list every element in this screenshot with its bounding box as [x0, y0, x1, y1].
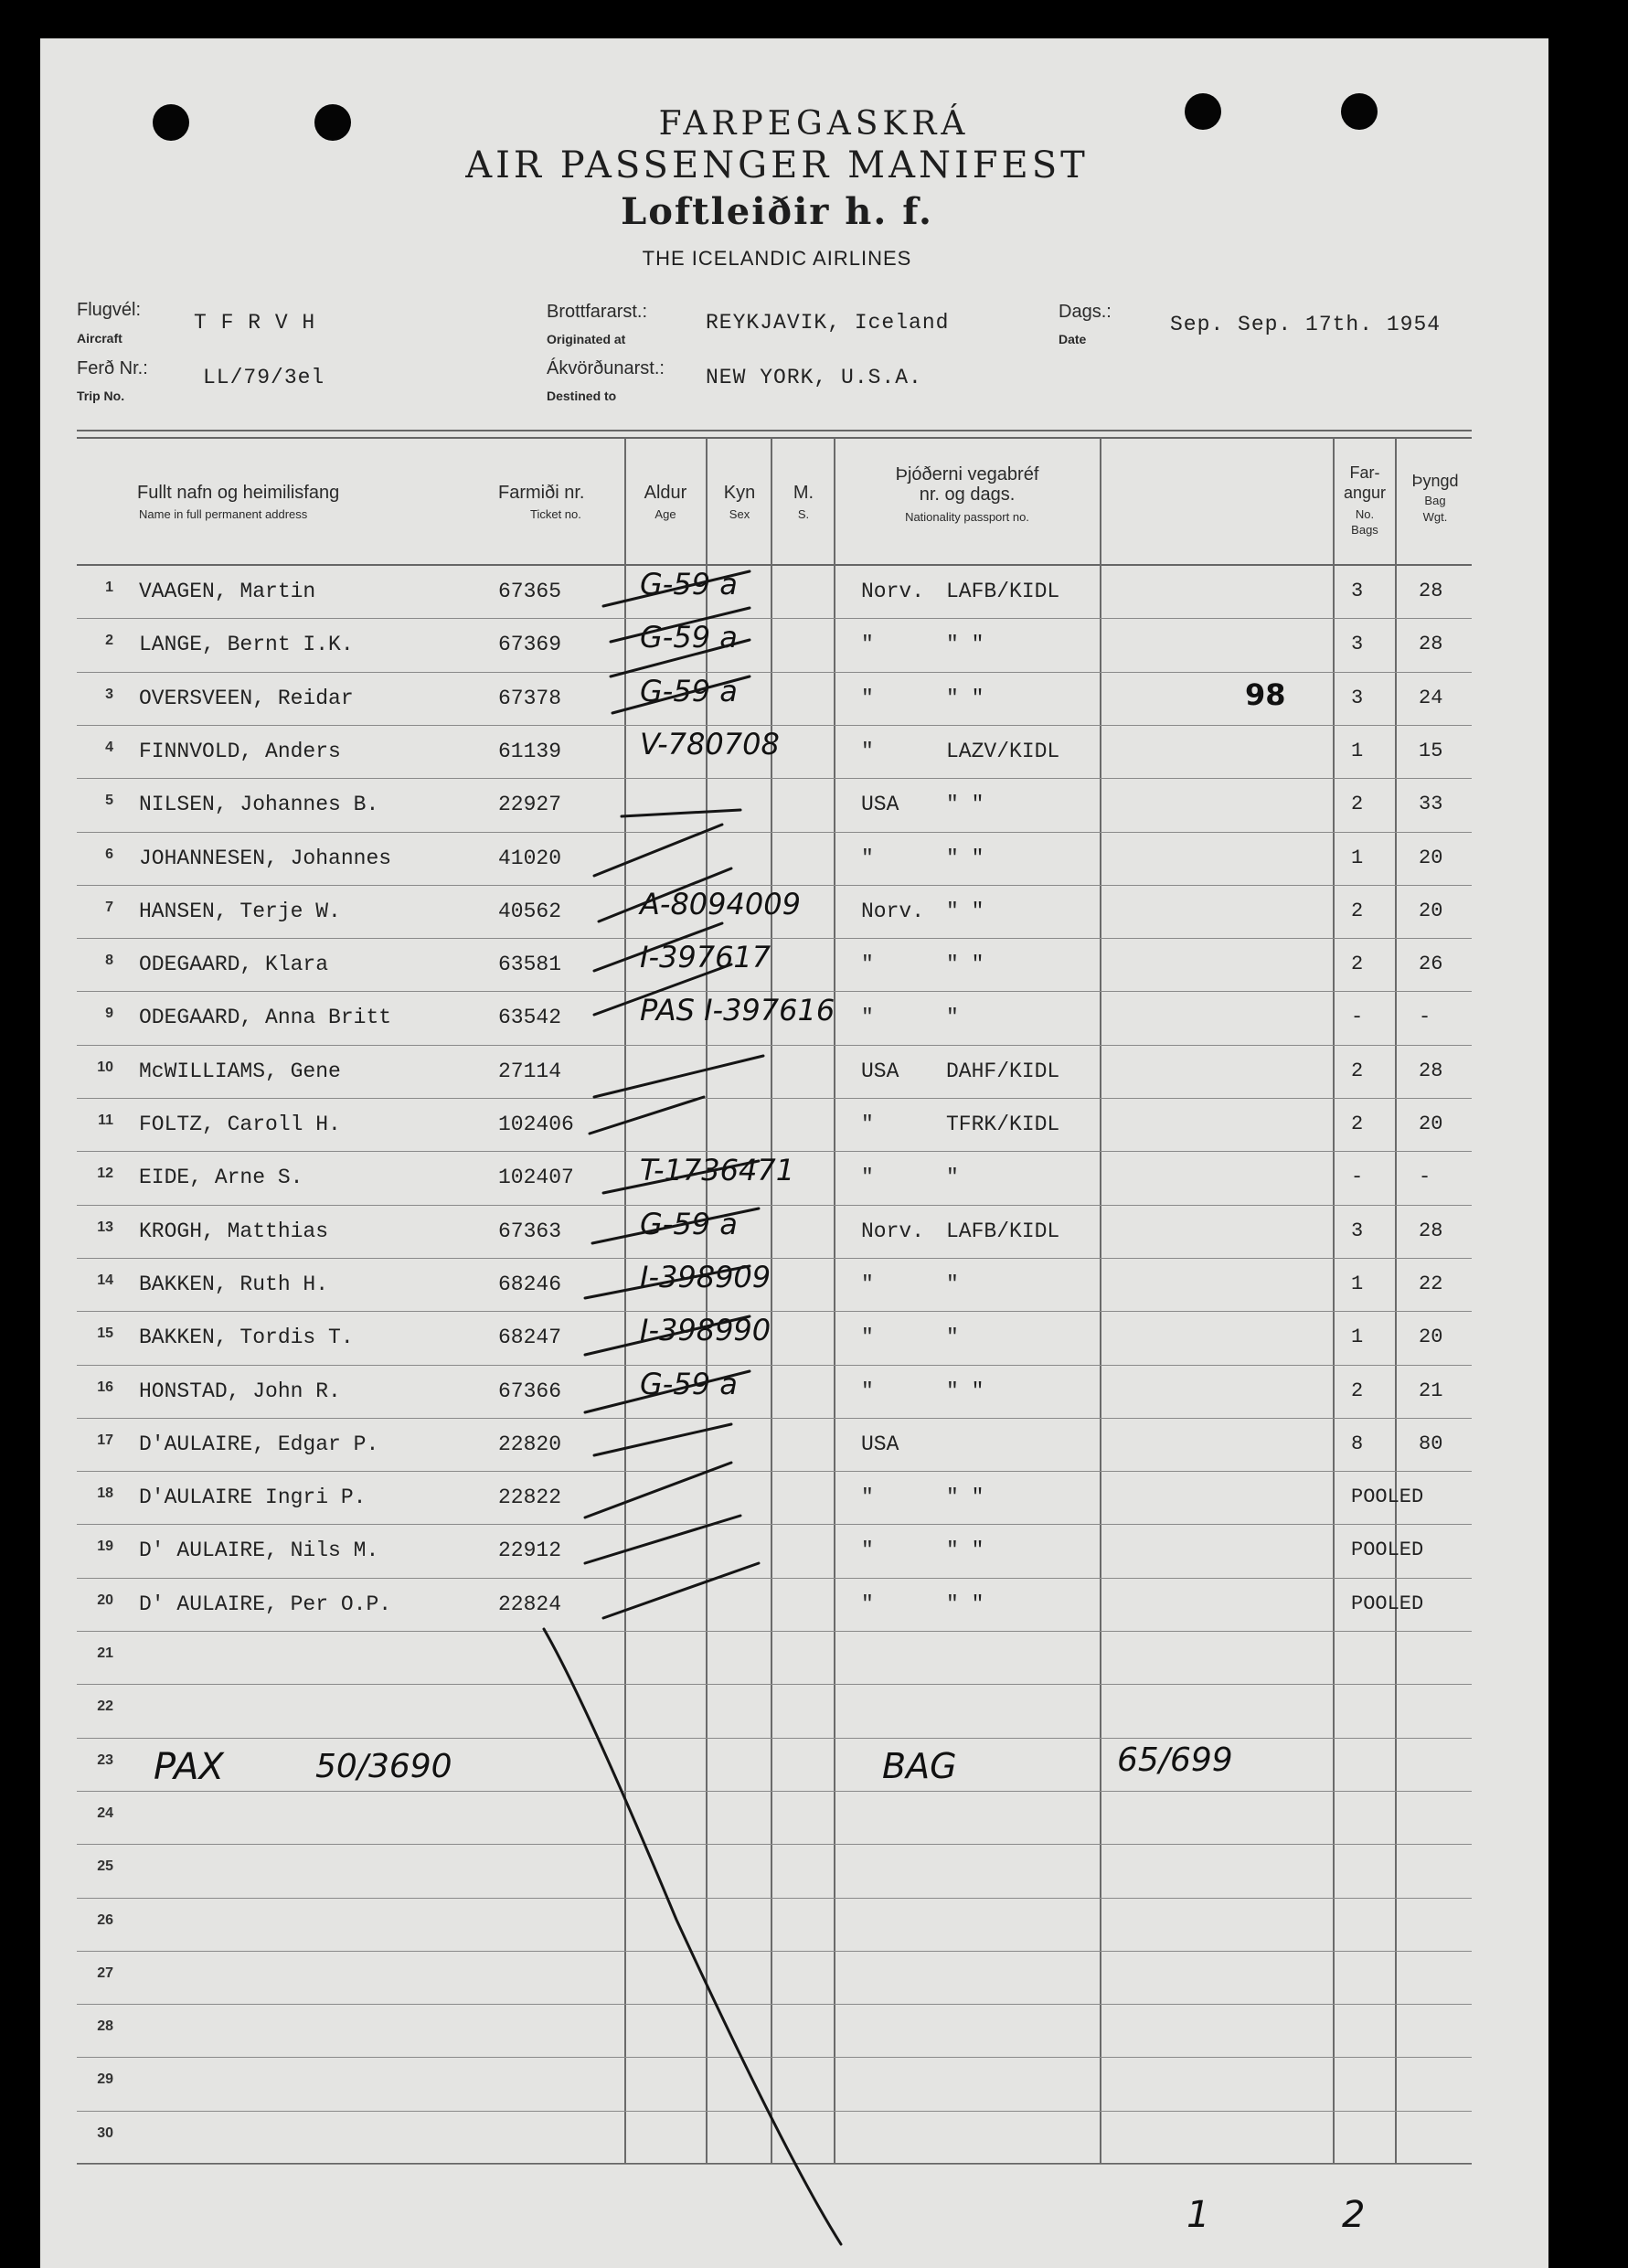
nationality: "	[861, 846, 874, 870]
row-rule	[77, 672, 1472, 673]
col-bags-header: Far-	[1349, 463, 1380, 482]
row-rule	[77, 938, 1472, 939]
passenger-name: NILSEN, Johannes B.	[139, 793, 379, 817]
header-bottom-rule	[77, 564, 1472, 566]
passport-info: " "	[946, 899, 984, 923]
col-nationality-subheader: Nationality passport no.	[905, 510, 1029, 524]
bag-weight: 26	[1419, 953, 1443, 976]
row-rule	[77, 2164, 1472, 2165]
row-number: 7	[105, 899, 113, 915]
bag-count: 1	[1351, 739, 1364, 762]
trip-label: Ferð Nr.:	[77, 358, 148, 378]
bag-count: POOLED	[1351, 1592, 1424, 1615]
row-number: 30	[97, 2124, 113, 2141]
ticket-number: 67378	[498, 686, 562, 710]
row-number: 13	[97, 1219, 113, 1235]
row-number: 29	[97, 2071, 113, 2088]
bag-weight: 28	[1419, 580, 1443, 602]
bag-weight: 24	[1419, 686, 1443, 709]
bag-count: -	[1351, 1166, 1364, 1189]
ticket-number: 63581	[498, 953, 562, 977]
row-rule	[77, 1098, 1472, 1099]
passport-info: " "	[946, 1485, 984, 1510]
row-rule	[77, 1418, 1472, 1419]
passport-handwritten: T-1736471	[640, 1153, 795, 1188]
row-number: 20	[97, 1592, 113, 1608]
row-rule	[77, 1258, 1472, 1259]
row-number: 9	[105, 1006, 113, 1022]
table-top-rule	[77, 430, 1472, 431]
nationality: "	[861, 686, 874, 710]
col-age-subheader: Age	[654, 507, 676, 521]
passenger-name: FOLTZ, Caroll H.	[139, 1113, 341, 1136]
row-rule	[77, 1365, 1472, 1366]
passenger-name: McWILLIAMS, Gene	[139, 1059, 341, 1083]
passenger-name: D' AULAIRE, Per O.P.	[139, 1592, 392, 1616]
bag-count: 2	[1351, 953, 1364, 976]
row-rule	[77, 1951, 1472, 1952]
nationality: USA	[861, 1432, 899, 1456]
passenger-name: JOHANNESEN, Johannes	[139, 846, 392, 870]
passenger-name: OVERSVEEN, Reidar	[139, 686, 354, 710]
passport-info: " "	[946, 953, 984, 977]
passport-handwritten: G-59 a	[640, 673, 738, 708]
bag-weight: 15	[1419, 739, 1443, 762]
bag-weight: 20	[1419, 899, 1443, 922]
bag-count: 3	[1351, 633, 1364, 656]
margin-note: 98	[1245, 676, 1286, 712]
bag-weight: -	[1419, 1166, 1431, 1189]
row-number: 28	[97, 2018, 113, 2035]
destination-sublabel: Destined to	[547, 389, 617, 403]
ticket-number: 67369	[498, 633, 562, 657]
ticket-number: 22912	[498, 1539, 562, 1563]
bag-weight: -	[1419, 1006, 1431, 1029]
passenger-name: HANSEN, Terje W.	[139, 899, 341, 923]
title-english: AIR PASSENGER MANIFEST	[465, 144, 1089, 186]
row-number: 25	[97, 1858, 113, 1875]
aircraft-label: Flugvél:	[77, 300, 142, 320]
ticket-number: 61139	[498, 739, 562, 763]
column-divider	[1395, 437, 1397, 2163]
company-name: Loftleiðir h. f.	[621, 190, 933, 233]
nationality: "	[861, 1485, 874, 1510]
row-number: 15	[97, 1326, 113, 1342]
nationality: Norv.	[861, 899, 925, 923]
row-number: 27	[97, 1965, 113, 1981]
row-rule	[77, 885, 1472, 886]
bag-count: 3	[1351, 1219, 1364, 1242]
passenger-name: HONSTAD, John R.	[139, 1379, 341, 1403]
row-rule	[77, 1311, 1472, 1312]
ticket-number: 22820	[498, 1432, 562, 1456]
row-number: 17	[97, 1432, 113, 1448]
nationality: Norv.	[861, 580, 925, 603]
ticket-number: 22927	[498, 793, 562, 817]
bag-weight: 20	[1419, 846, 1443, 869]
bag-count: 3	[1351, 686, 1364, 709]
passenger-name: LANGE, Bernt I.K.	[139, 633, 354, 657]
bag-count: -	[1351, 1006, 1364, 1029]
bag-count: 3	[1351, 580, 1364, 602]
origin-value: REYKJAVIK, Iceland	[706, 311, 950, 335]
row-number: 3	[105, 686, 113, 702]
row-rule	[77, 2057, 1472, 2058]
col-bags-header-2: angur	[1343, 484, 1387, 502]
nationality: "	[861, 633, 874, 657]
passport-info: " "	[946, 1592, 984, 1616]
passport-handwritten: G-59 a	[640, 620, 738, 655]
row-rule	[77, 2111, 1472, 2112]
bag-count: 2	[1351, 793, 1364, 816]
bag-count: 2	[1351, 1059, 1364, 1082]
col-weight-subheader: Bag	[1424, 494, 1446, 507]
column-divider	[1333, 437, 1335, 2163]
passenger-name: ODEGAARD, Anna Britt	[139, 1006, 392, 1030]
aircraft-value: T F R V H	[194, 311, 316, 335]
ticket-number: 41020	[498, 846, 562, 870]
row-number: 12	[97, 1166, 113, 1182]
row-number: 26	[97, 1911, 113, 1928]
row-number: 8	[105, 953, 113, 969]
row-number: 18	[97, 1485, 113, 1502]
column-divider	[624, 437, 626, 2163]
nationality: "	[861, 1166, 874, 1190]
passenger-name: D'AULAIRE Ingri P.	[139, 1485, 367, 1510]
passport-handwritten: PAS I-397616	[640, 993, 835, 1028]
row-number: 16	[97, 1379, 113, 1395]
row-rule	[77, 1471, 1472, 1472]
col-ticket-header: Farmiði nr.	[498, 483, 585, 503]
destination-value: NEW YORK, U.S.A.	[706, 366, 922, 389]
passenger-name: D'AULAIRE, Edgar P.	[139, 1432, 379, 1456]
passport-info: " "	[946, 1539, 984, 1563]
bag-weight: 28	[1419, 1219, 1443, 1242]
row-rule	[77, 1844, 1472, 1845]
passport-info: LAFB/KIDL	[946, 1219, 1060, 1243]
row-number: 23	[97, 1752, 113, 1768]
row-rule	[77, 1684, 1472, 1685]
passport-info: LAFB/KIDL	[946, 580, 1060, 603]
passport-info: " "	[946, 846, 984, 870]
col-age-header: Aldur	[644, 483, 687, 503]
col-name-subheader: Name in full permanent address	[139, 507, 308, 521]
title-icelandic: FARPEGASKRÁ	[658, 105, 970, 143]
col-ms-header: M.	[793, 483, 814, 503]
passport-info: "	[946, 1326, 959, 1350]
row-rule	[77, 1631, 1472, 1632]
row-number: 4	[105, 739, 113, 755]
passport-handwritten: G-59 a	[640, 1206, 738, 1241]
ticket-number: 40562	[498, 899, 562, 923]
col-bags-subheader-2: Bags	[1351, 523, 1378, 537]
date-sublabel: Date	[1059, 332, 1087, 346]
row-rule	[77, 1205, 1472, 1206]
passport-info: " "	[946, 1379, 984, 1403]
col-ticket-subheader: Ticket no.	[530, 507, 581, 521]
ticket-number: 67363	[498, 1219, 562, 1243]
column-divider	[1100, 437, 1101, 2163]
nationality: "	[861, 1379, 874, 1403]
nationality: "	[861, 1592, 874, 1616]
origin-label: Brottfararst.:	[547, 302, 648, 322]
passport-info: "	[946, 1272, 959, 1296]
bag-count: 1	[1351, 1272, 1364, 1295]
ticket-number: 102406	[498, 1113, 574, 1136]
nationality: "	[861, 953, 874, 977]
passport-handwritten: G-59 a	[640, 567, 738, 602]
row-number: 21	[97, 1645, 113, 1661]
bag-count-note: 65/699	[1117, 1741, 1233, 1779]
bag-weight: 20	[1419, 1326, 1443, 1349]
nationality: Norv.	[861, 1219, 925, 1243]
passport-info: DAHF/KIDL	[946, 1059, 1060, 1083]
row-number: 24	[97, 1805, 113, 1821]
row-number: 22	[97, 1698, 113, 1715]
bag-weight: 22	[1419, 1272, 1443, 1295]
bag-count: POOLED	[1351, 1539, 1424, 1562]
row-rule	[77, 618, 1472, 619]
passport-handwritten: A-8094009	[640, 886, 801, 921]
row-number: 10	[97, 1059, 113, 1075]
bag-weight: 20	[1419, 1113, 1443, 1135]
nationality: "	[861, 1113, 874, 1136]
passport-info: " "	[946, 686, 984, 710]
company-subtitle: THE ICELANDIC AIRLINES	[642, 247, 912, 270]
row-rule	[77, 1578, 1472, 1579]
bag-count: 1	[1351, 846, 1364, 869]
bag-count: 2	[1351, 1113, 1364, 1135]
passenger-name: D' AULAIRE, Nils M.	[139, 1539, 379, 1563]
bag-weight: 28	[1419, 633, 1443, 656]
bag-count: POOLED	[1351, 1485, 1424, 1509]
passport-info: TFRK/KIDL	[946, 1113, 1060, 1136]
ticket-number: 22824	[498, 1592, 562, 1616]
nationality: "	[861, 1006, 874, 1030]
bag-count: 8	[1351, 1432, 1364, 1455]
passenger-name: BAKKEN, Ruth H.	[139, 1272, 329, 1296]
row-number: 11	[98, 1113, 113, 1128]
row-number: 1	[105, 580, 113, 595]
passenger-name: FINNVOLD, Anders	[139, 739, 341, 763]
row-rule	[77, 1045, 1472, 1046]
ticket-number: 63542	[498, 1006, 562, 1030]
bag-count: 1	[1351, 1326, 1364, 1349]
bag-note: BAG	[882, 1746, 957, 1786]
row-rule	[77, 1898, 1472, 1899]
bag-weight: 21	[1419, 1379, 1443, 1402]
passport-handwritten: I-397617	[640, 940, 771, 975]
row-number: 2	[105, 633, 113, 649]
nationality: "	[861, 1326, 874, 1350]
row-number: 19	[97, 1539, 113, 1555]
passport-handwritten: G-59 a	[640, 1366, 738, 1401]
row-rule	[77, 1738, 1472, 1739]
nationality: USA	[861, 1059, 899, 1083]
row-number: 5	[105, 793, 113, 809]
bag-count: 2	[1351, 899, 1364, 922]
col-sex-subheader: Sex	[729, 507, 750, 521]
passport-handwritten: I-398909	[640, 1259, 771, 1294]
bag-count: 2	[1351, 1379, 1364, 1402]
ticket-number: 22822	[498, 1485, 562, 1510]
origin-sublabel: Originated at	[547, 332, 626, 346]
column-divider	[834, 437, 835, 2163]
passport-handwritten: V-780708	[640, 726, 780, 761]
row-rule	[77, 2004, 1472, 2005]
column-divider	[771, 437, 772, 2163]
col-ms-subheader: S.	[797, 507, 810, 521]
row-number: 14	[97, 1272, 113, 1288]
row-rule	[77, 778, 1472, 779]
passenger-name: ODEGAARD, Klara	[139, 953, 329, 977]
ticket-number: 102407	[498, 1166, 574, 1190]
passenger-name: EIDE, Arne S.	[139, 1166, 303, 1190]
bag-weight: 28	[1419, 1059, 1443, 1082]
passport-info: " "	[946, 633, 984, 657]
row-rule	[77, 1151, 1472, 1152]
col-nationality-header-2: nr. og dags.	[919, 484, 1016, 505]
nationality: USA	[861, 793, 899, 817]
nationality: "	[861, 1272, 874, 1296]
passport-handwritten: I-398990	[640, 1313, 771, 1348]
date-label: Dags.:	[1059, 302, 1112, 322]
aircraft-sublabel: Aircraft	[77, 331, 122, 346]
row-rule	[77, 1791, 1472, 1792]
ticket-number: 67366	[498, 1379, 562, 1403]
ticket-number: 67365	[498, 580, 562, 603]
trip-sublabel: Trip No.	[77, 389, 125, 403]
ticket-number: 68246	[498, 1272, 562, 1296]
trip-value: LL/79/3el	[203, 366, 325, 389]
passport-info: " "	[946, 793, 984, 817]
col-name-header: Fullt nafn og heimilisfang	[137, 483, 340, 503]
col-bags-subheader: No.	[1355, 507, 1375, 521]
col-sex-header: Kyn	[723, 483, 756, 503]
col-nationality-header: Þjóðerni vegabréf	[895, 464, 1039, 484]
pax-count-note: 50/3690	[315, 1748, 452, 1785]
passenger-name: VAAGEN, Martin	[139, 580, 316, 603]
passenger-name: KROGH, Matthias	[139, 1219, 329, 1243]
table-top-rule	[77, 437, 1472, 439]
passenger-name: BAKKEN, Tordis T.	[139, 1326, 354, 1350]
pax-note: PAX	[154, 1746, 224, 1788]
bag-weight: 33	[1419, 793, 1443, 816]
row-rule	[77, 725, 1472, 726]
row-number: 6	[105, 846, 113, 862]
col-weight-subheader-2: Wgt.	[1422, 510, 1448, 524]
passport-info: LAZV/KIDL	[946, 739, 1060, 763]
page-mark: 2	[1342, 2194, 1366, 2236]
row-rule	[77, 991, 1472, 992]
page-mark: 1	[1186, 2194, 1210, 2236]
row-rule	[77, 1524, 1472, 1525]
date-value: Sep. Sep. 17th. 1954	[1170, 313, 1442, 336]
destination-label: Ákvörðunarst.:	[547, 358, 665, 378]
row-rule	[77, 832, 1472, 833]
nationality: "	[861, 1539, 874, 1563]
passport-info: "	[946, 1166, 959, 1190]
col-weight-header: Þyngd	[1411, 472, 1459, 490]
ticket-number: 68247	[498, 1326, 562, 1350]
passport-info: "	[946, 1006, 959, 1030]
nationality: "	[861, 739, 874, 763]
ticket-number: 27114	[498, 1059, 562, 1083]
bag-weight: 80	[1419, 1432, 1443, 1455]
